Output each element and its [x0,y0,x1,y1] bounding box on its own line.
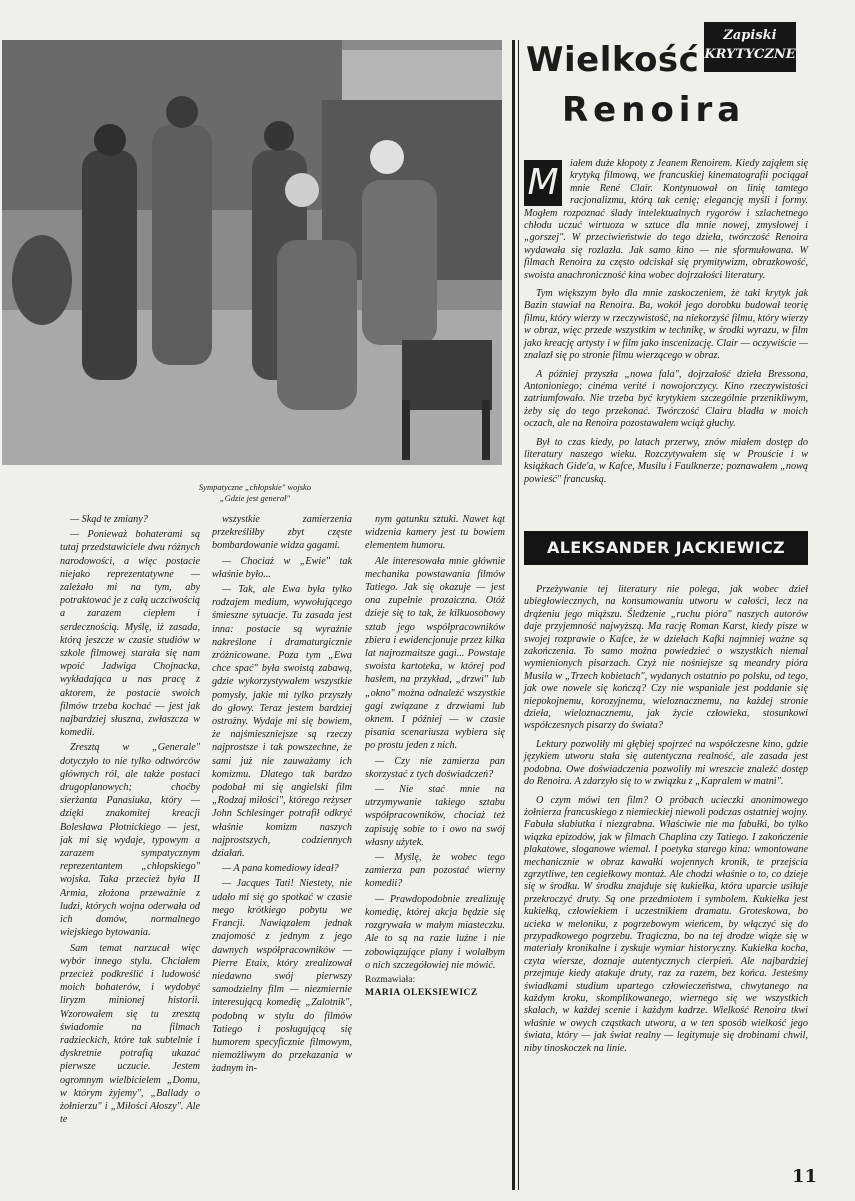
column-divider-thin [518,40,519,1190]
interview-column-1 [60,513,200,1158]
essay-title-line-1: Wielkość [526,40,700,80]
essay-paragraph: Lektury pozwoliły mi głębiej spojrzeć na współczesne kino, gdzie językiem utworu stała się autentyczna realność, ale zasada jest podobna. Owe doświadczenia pozwoliły mi wreszcie znaleźć dostęp do Renoira. A zdarzyło się to w związku z „Kapralem w matni". [524,738,808,788]
drop-cap: M [524,160,562,206]
byline-name: MARIA OLEKSIEWICZ [365,988,478,999]
interview-column-2 [212,513,352,1158]
caption-line-1: Sympatyczne „chłopskie" wojsko [198,482,312,492]
essay-paragraph: Tym większym było dla mnie zaskoczeniem, że taki krytyk jak Bazin stawiał na Renoira. Ba, wokół jego dorobku budował teorię filmu, który wierzy w rzeczywistość, na niekorzyść filmu, który wierzy w obraz, więc przede wszystkim w technikę, w środki wyrazu, w film jako kreację artysty i w film jako inscenizację. Clair — oczywiście — znalazł się po stronie filmu wierzącego w obraz. [524,288,808,362]
film-still-photo [2,40,502,465]
interview-paragraph: — Chociaż w „Ewie" tak właśnie było... [212,555,352,580]
interview-paragraph: — Myślę, że wobec tego zamierza pan pozostać wierny komedii? [365,852,505,890]
section-badge [704,22,796,72]
interview-paragraph: Sam temat narzucał więc wybór innego stylu. Chciałem przecież podkreślić i ludowość moich bohaterów, i wydobyć liryzm minionej historii. Wzorowałem się tu zresztą świadomie na filmach radzieckich, które tak subtelnie i dyskretnie potrafią ukazać pierwsze uczucie. Jestem ogromnym wielbicielem „Domu, w którym żyjemy", „Ballady o żołnierzu" i „Miłości Ałoszy". Ale te [60,942,200,1126]
page-number: 11 [792,1166,818,1187]
essay-paragraph [524,158,808,282]
interview-paragraph: — Ponieważ bohaterami są tutaj przedstawiciele dwu różnych narodowości, a więc postacie niejako reprezentatywne — zależało mi na tym, aby potraktować je z całą uczciwością a zarazem ciepłem i serdecznością. Myślę, iż zasada, którą jeszcze w czasie studiów w szkole filmowej starała się nam wpoić Jadwiga Chojnacka, wykładająca u nas pracę z aktorem, że postacie swoich filmów trzeba kochać — jest jak najbardziej słuszna, zwłaszcza w komedii. [60,529,200,739]
interview-paragraph: — Nie stać mnie na utrzymywanie takiego sztabu współpracowników, chociaż też zapisuję sobie to i owo na swój własny użytek. [365,784,505,848]
interview-paragraph: — Skąd te zmiany? [70,514,148,525]
interview-article [60,513,507,1158]
column-divider [512,40,515,1190]
interview-paragraph: nym gatunku sztuki. Nawet kąt widzenia kamery jest tu bowiem elementem humoru. [365,514,505,552]
essay-paragraph: Przeżywanie tej literatury nie polega, jak wobec dzieł ubiegłowiecznych, na konsumowaniu utworu w całości, lecz na drążeniu jego miąższu. Śledzenie „ruchu pióra" naszych autorów daje przyjemność najwyższą. Ma rację Roman Karst, kiedy pisze w swojej rozprawie o Kafce, że w dziełach Kafki najmniej ważne są zakończenia. To samo można powiedzieć o wszystkich niemal wymienionych pisarzach. Czyż nie nośniejsze są meandry pióra Musila w „Trzech kobietach", wydanych ostatnio po polsku, od tego, jak owe nowele się kończą? Czy nie wspaniale jest poddanie się niepokojnemu, korozyjnemu, wieloznacznemu, na każdej stronie dzieła, wieloznacznemu, jak życie człowieka, stosunkowi współczesnych pisarzy do świata? [524,584,808,732]
interview-paragraph: Ale interesowała mnie głównie mechanika powstawania filmów Tatiego. Jak się okazuje — jest ona zupełnie prozaiczna. Otóż dzieje się to tak, że kilkuosobowy sztab jego współpracowników zbiera i ewidencjonuje przez kilka lat najrozmaitsze gagi... Powstaje swoista kartoteka, w której pod hasłem, na przykład, „drzwi" lub „okno" można odnaleźć wszystkie gagi związane z drzwiami lub oknem. I później — w czasie pisania scenariusza wybiera się po prostu jeden z nich. [365,555,505,752]
essay-title-line-2: Renoira [562,90,746,130]
film-still-illustration [2,40,502,465]
essay-paragraph: A później przyszła „nowa fala", dojrzałość dzieła Bressona, Antonioniego; cinéma verité i nowojorczycy. Kino rzeczywistości zatriumfowało. Nie trzeba być krytykiem szczególnie przenikliwym, żeby się do tego przekonać. Twórczość Claira bladła w moich oczach, ale na Renoira pozostawałem wciąż głuchy. [524,368,808,430]
caption-line-2: „Gdzie jest generał" [219,493,291,503]
interview-paragraph: — Czy nie zamierza pan skorzystać z tych doświadczeń? [365,755,505,780]
interview-column-3 [365,513,505,1158]
interview-paragraph: — Prawdopodobnie zrealizuję komedię, której akcja będzie się rozgrywała w małym miasteczku. Ale to są na razie luźne i nie zobowiązujące plany i wolałbym o nich szczegółowiej nie mówić. [365,893,505,971]
author-banner: ALEKSANDER JACKIEWICZ [524,531,808,565]
interview-paragraph: — Tak, ale Ewa była tylko rodzajem medium, wywołującego śmieszne sytuacje. Tu zasada jest inna: postacie są wyraźnie nakreślone i dramaturgicznie zróżnicowane. Poza tym „Ewa chce spać" była swoistą zabawą, gdzie wykorzystywałem wszystkie pomysły, jakie mi tylko przyszły do głowy. Teraz jestem bardziej ostrożny. Wydaje mi się bowiem, że najśmieszniejsze są rzeczy najprostsze i tak powszechne, że sami już nie zauważamy ich komizmu. Dlatego tak bardzo podobał mi się angielski film „Rodzaj miłości", którego reżyser John Schlesinger potrafił odkryć właśnie komizm naszych najprostszych, codziennych działań. [212,584,352,860]
essay-paragraph-text: iałem duże kłopoty z Jeanem Renoirem. Kiedy zająłem się krytyką filmową, we francuskiej kinematografii pociągał mnie René Clair. Kontynuował on linię tamtego racjonalizmu, którą tak cenię; elegancję myśli i formy. Mogłem rozpoznać ślady intelektualnych rygorów i szlachetnego chłodu uczuć wirtuoza w sztuce dla mnie nowej, zmysłowej i „gorszej". W przeciwieństwie do tego dzieła, twórczość Renoira wydawała się rozlazła. Jak samo kino — nie sformułowana. W filmach Renoira za często odciskał się prymitywizm, obrazkowość, swoista anachroniczność kina wobec dojrzałości literatury. [524,158,808,281]
essay-part-2 [524,584,808,1061]
interview-paragraph: — Jacques Tati! Niestety, nie udało mi się go spotkać w czasie mego krótkiego pobytu we Francji. Nawiązałem jednak znajomość z jednym z jego dawnych współpracowników — Pierre Etaix, który zrealizował niedawno swój pierwszy samodzielny film — niezmiernie interesującą komedię „Zalotnik", podobną w stylu do filmów Tatiego i posługującą się humorem specyficznie filmowym, niemożliwym do przekazania w żadnym in- [212,878,352,1075]
interview-byline [365,974,505,1000]
essay-paragraph: Był to czas kiedy, po latach przerwy, znów miałem dostęp do literatury naszego wieku. Rozczytywałem się w Prouście i w książkach Gide'a, w Kafce, Musilu i Faulknerze; poznawałem „nową powieść" francuską. [524,436,808,485]
interview-paragraph: wszystkie zamierzenia przekreśliłby zbyt częste bombardowanie widza gagami. [212,514,352,552]
essay-paragraph: O czym mówi ten film? O próbach ucieczki anonimowego żołnierza francuskiego z niemieckiej niewoli podczas ostatniej wojny. Fabuła słabiutka i niezgrabna. Właściwie nie ma fabułki, bo tylko wiązka epizodów, jak w filmach Chaplina czy Tatiego. I zakończenie plakatowe, sloganowe wiemal. I poetyka starego kina: wmontowane mechanicznie w obraz kawałki wojennych kronik, te przejścia zgrzytliwe, ten cegiełkowy montaż. Ale chodzi właśnie o to, co dzieje się w środku. W środku znajduje się kukiełka, która uparcie usiłuje przekroczyć druty. Są one przedmiotem i symbolem. Kukiełka jest kukiełką, człowiekiem i uczestnikiem dramatu. Groteskowa, bo ucieka w meloniku, z pogrzebowym wieńcem, by włączyć się do przypadkowego pogrzebu. Tragiczna, bo na tej drodze wiąże się w materiały kronikalne i zyskuje wymiar historyczny. Kukiełka kocha, czyta wiersze, doznaje autentycznych cierpień. Ale najbardziej przejmuje kiedy atakuje druty, raz za razem, bez końca. Jesteśmy świadkami studium upartego człowieczeństwa, chwytanego na każdym kroku, skomplikowanego, wiernego się we wszystkich skalach, w każdej scenie i każdym kadrze. Wielkość Renoira tkwi właśnie w owych cząstkach utworu, a w ten sposób wielkość jego świata, który — jak świat realny — legitymuje się drobinami chwil, niby tinoskoczek na linie. [524,794,808,1054]
interview-paragraph: — A pana komediowy ideał? [222,863,339,875]
interview-paragraph: Zresztą w „Generale" dotyczyło to nie tylko odtwórców głównych ról, ale także postaci drugoplanowych; choćby sierżanta Panasiuka, który — dzięki znakomitej kreacji Bolesława Płotnickiego — jest, jak mi się wydaje, typowym a zarazem sympatycznym reprezentantem „chłopskiego" wojska. Taka przecież była II Armia, złożona przeważnie z ludzi, których wojna oderwała od ich domów, normalnego wiejskiego bytowania. [60,742,200,939]
essay-part-1 [524,158,808,492]
byline-label: Rozmawiała: [365,974,416,985]
badge-line-2: KRYTYCZNE [704,47,796,62]
badge-line-1: Zapiski [723,28,777,43]
photo-caption [140,482,370,504]
